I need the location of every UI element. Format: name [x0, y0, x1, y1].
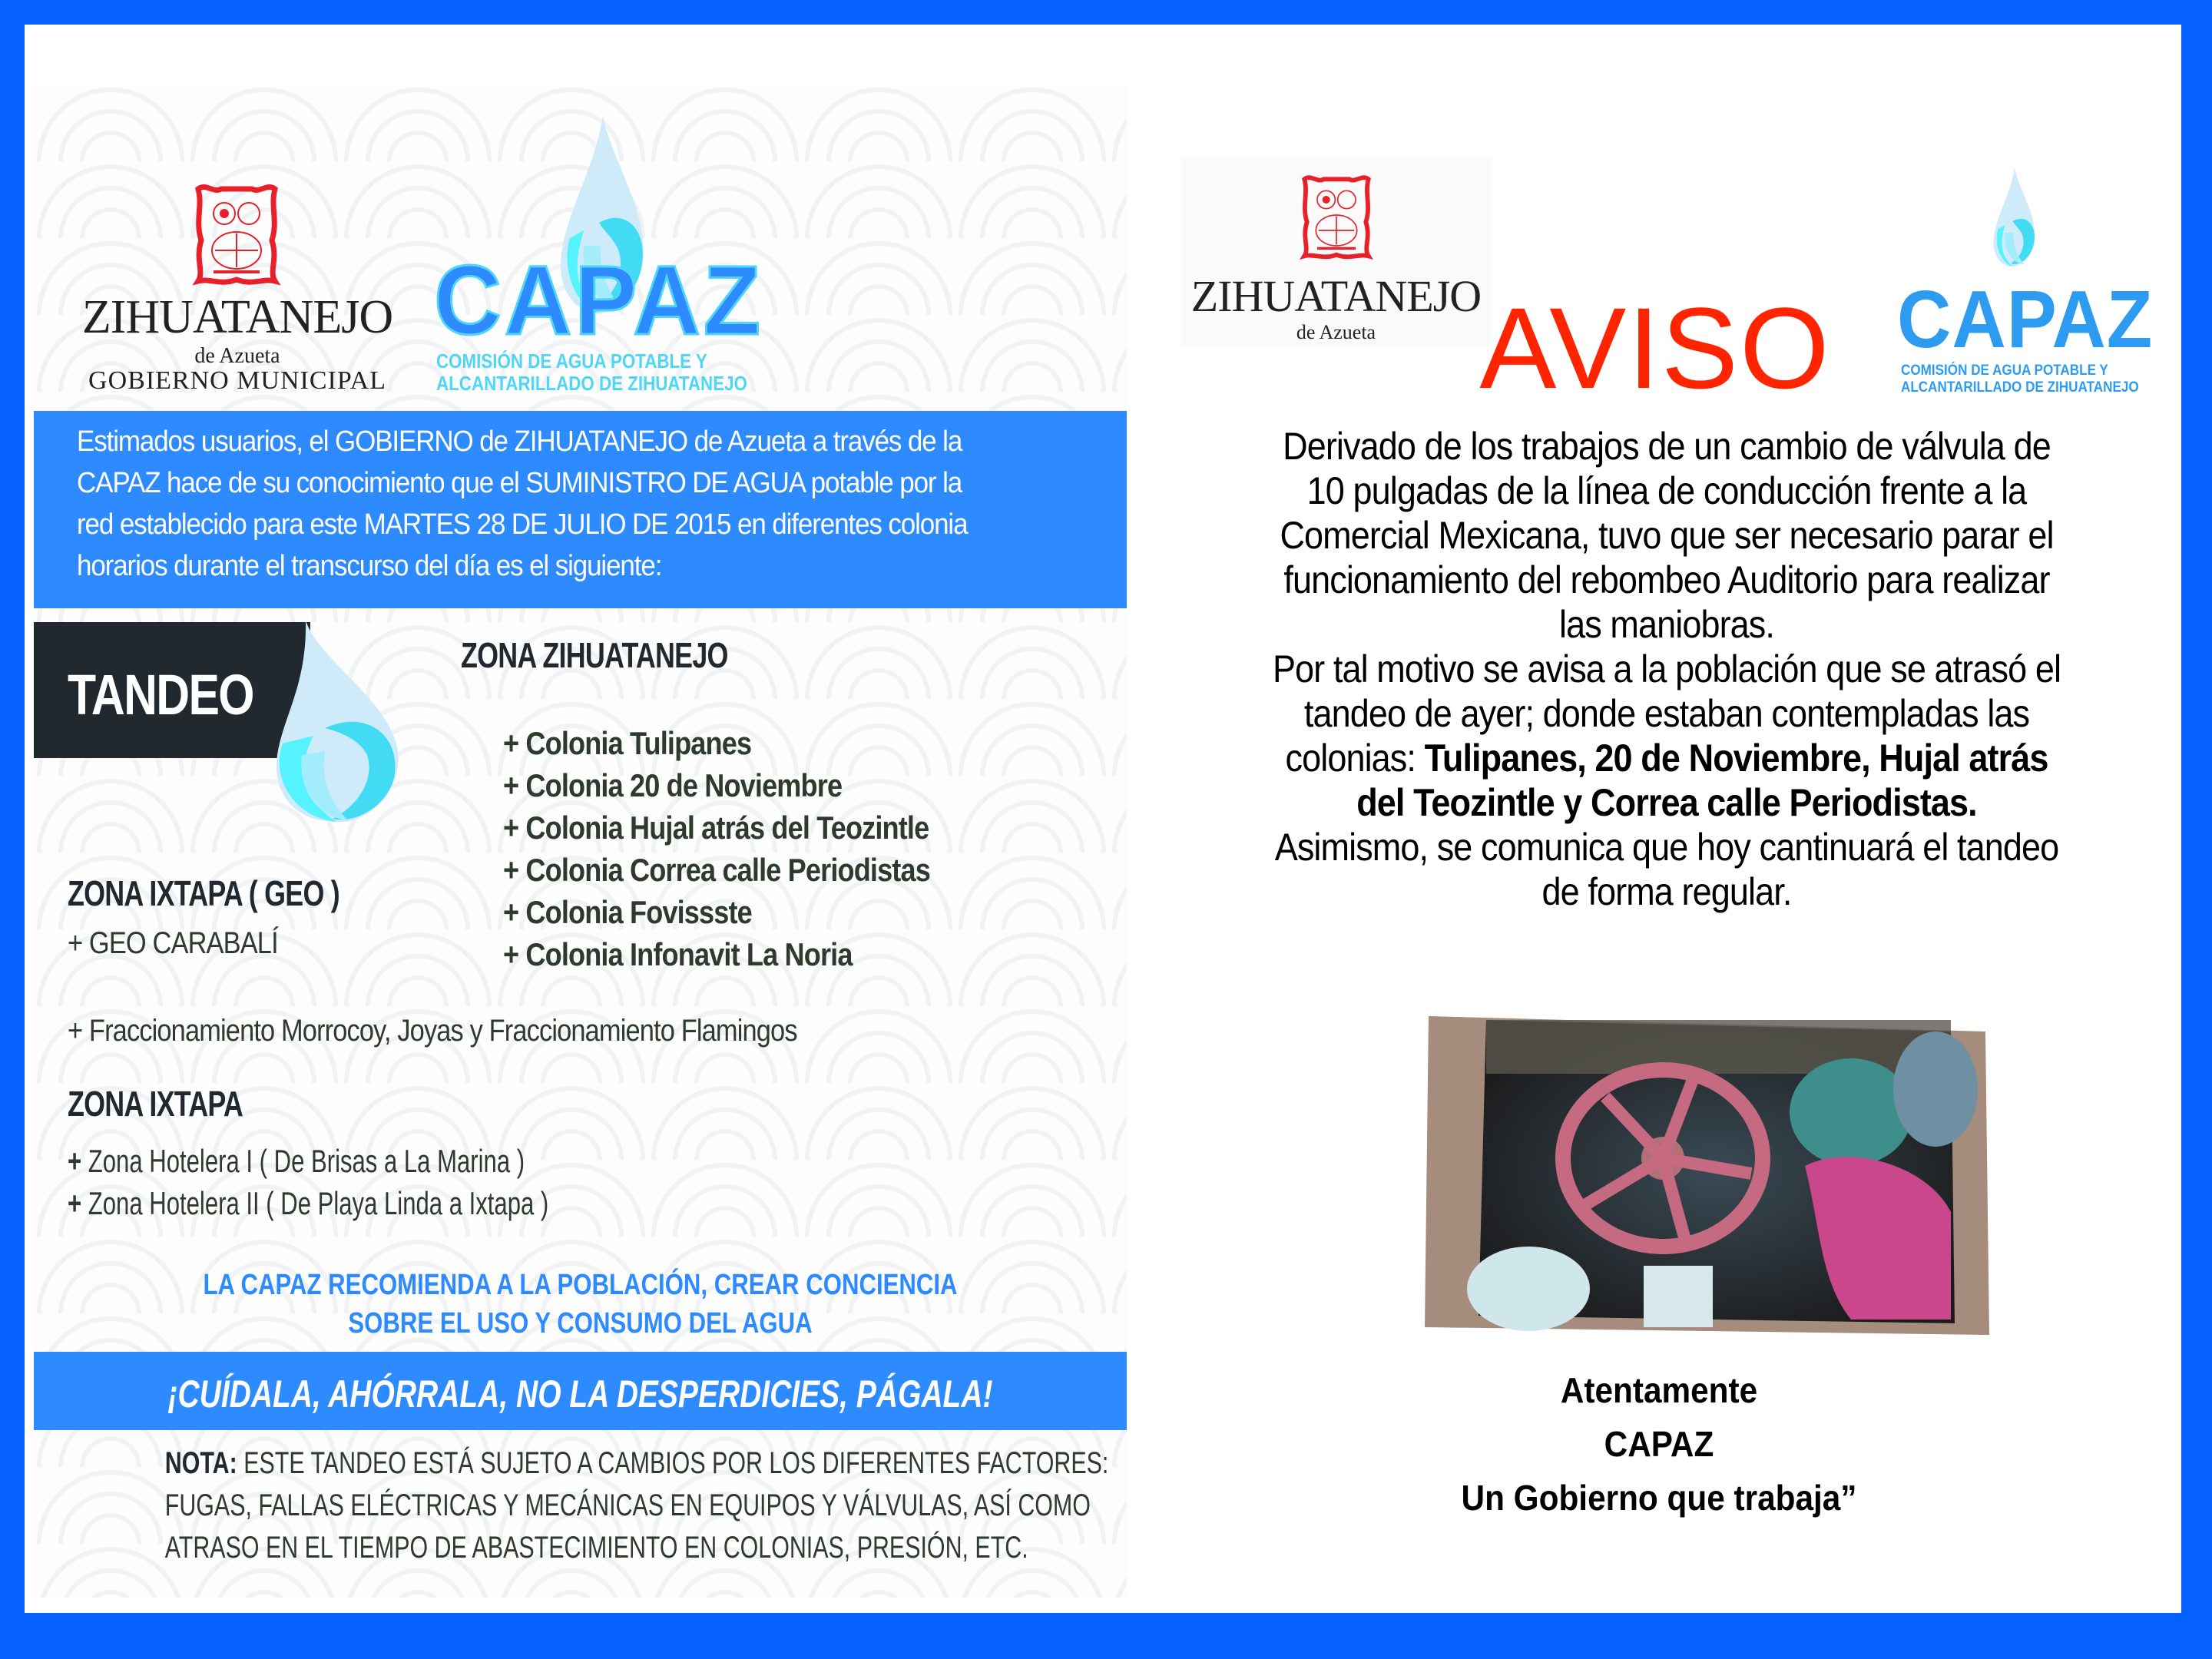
list-item: + Colonia Tulipanes: [503, 725, 752, 761]
affected-colonias: del Teozintle y Correa calle Periodistas.: [1356, 781, 1977, 824]
affected-colonias: Tulipanes, 20 de Noviembre, Hujal atrás: [1424, 737, 2048, 780]
notice-body-line: las maniobras.: [1558, 603, 1775, 646]
municipal-logo-name: ZIHUATANEJO: [1190, 271, 1482, 321]
slogan-bar: [34, 1352, 1127, 1430]
intro-box: [34, 411, 1127, 608]
list-item: + Zona Hotelera II ( De Playa Linda a Ixtapa ): [68, 1185, 549, 1221]
valve-repair-photo: [1421, 1012, 1993, 1339]
capaz-logo-line1: COMISIÓN DE AGUA POTABLE Y: [436, 349, 707, 373]
coat-of-arms-icon: [1298, 173, 1375, 265]
zona-ixtapa-heading: ZONA IXTAPA: [68, 1084, 243, 1124]
tandeo-label: TANDEO: [68, 663, 253, 727]
municipal-logo-sub: de Azueta: [1296, 321, 1376, 343]
municipal-logo-sub: de Azueta: [194, 344, 280, 368]
notice-body-line: de forma regular.: [1541, 870, 1792, 913]
municipal-logo-gov: GOBIERNO MUNICIPAL: [88, 366, 386, 395]
notice-body-line: 10 pulgadas de la línea de conducción frente a la: [1306, 469, 2027, 512]
nota-line: NOTA: ESTE TANDEO ESTÁ SUJETO A CAMBIOS POR LOS DIFERENTES FACTORES:: [164, 1446, 1109, 1480]
notice-body-line: tandeo de ayer; donde estaban contempladas las: [1303, 692, 2030, 735]
water-drop-icon: [1982, 167, 2048, 267]
list-item: + GEO CARABALÍ: [68, 926, 278, 960]
notice-body-line: funcionamiento del rebombeo Auditorio para realizar: [1283, 558, 2050, 601]
signature-line: Un Gobierno que trabaja”: [1461, 1478, 1857, 1518]
capaz-logo-line2: ALCANTARILLADO DE ZIHUATANEJO: [436, 372, 747, 395]
capaz-logo-name: CAPAZ: [1897, 274, 2154, 365]
fraccionamiento-item: + Fraccionamiento Morrocoy, Joyas y Fraccionamiento Flamingos: [68, 1014, 797, 1048]
capaz-logo-name: CAPAZ: [434, 246, 763, 356]
intro-line: Estimados usuarios, el GOBIERNO de ZIHUATANEJO de Azueta a través de la: [77, 426, 962, 458]
list-item: + Colonia Correa calle Periodistas: [503, 852, 930, 888]
intro-line: horarios durante el transcurso del día es el siguiente:: [77, 550, 662, 582]
list-item: + Colonia Infonavit La Noria: [503, 936, 853, 972]
nota-line: ATRASO EN EL TIEMPO DE ABASTECIMIENTO EN COLONIAS, PRESIÓN, ETC.: [164, 1531, 1028, 1565]
intro-line: red establecido para este MARTES 28 DE JULIO DE 2015 en diferentes colonia: [77, 508, 968, 541]
list-item: + Colonia 20 de Noviembre: [503, 767, 843, 803]
signature-line: Atentamente: [1560, 1370, 1758, 1410]
list-item: + Colonia Fovissste: [503, 894, 752, 930]
notice-body-line: Asimismo, se comunica que hoy cantinuará el tandeo: [1274, 826, 2059, 869]
coat-of-arms-icon: [190, 183, 283, 290]
recommendation-line: SOBRE EL USO Y CONSUMO DEL AGUA: [348, 1307, 813, 1339]
notice-body-line: Comercial Mexicana, tuvo que ser necesario parar el: [1280, 514, 2054, 557]
slogan: ¡CUÍDALA, AHÓRRALA, NO LA DESPERDICIES, PÁGALA!: [167, 1373, 993, 1416]
signature-line: CAPAZ: [1604, 1424, 1714, 1464]
aviso-title: AVISO: [1479, 283, 1831, 412]
recommendation-line: LA CAPAZ RECOMIENDA A LA POBLACIÓN, CREAR CONCIENCIA: [203, 1269, 958, 1301]
water-drop-icon: [260, 621, 413, 824]
nota-line: FUGAS, FALLAS ELÉCTRICAS Y MECÁNICAS EN EQUIPOS Y VÁLVULAS, ASÍ COMO: [164, 1488, 1091, 1522]
capaz-logo-line1: COMISIÓN DE AGUA POTABLE Y: [1901, 363, 2108, 379]
zona-zihuatanejo-heading: ZONA ZIHUATANEJO: [461, 635, 728, 675]
nota-label: NOTA:: [164, 1446, 237, 1480]
plus-icon: +: [68, 1185, 82, 1221]
intro-line: CAPAZ hace de su conocimiento que el SUMINISTRO DE AGUA potable por la: [77, 467, 962, 499]
notice-body-line: colonias: Tulipanes, 20 de Noviembre, Hujal atrás: [1285, 737, 2048, 780]
notice-body-line: Derivado de los trabajos de un cambio de válvula de: [1283, 425, 2051, 468]
municipal-logo-name: ZIHUATANEJO: [81, 291, 393, 343]
capaz-logo-line2: ALCANTARILLADO DE ZIHUATANEJO: [1901, 379, 2139, 396]
list-item: + Colonia Hujal atrás del Teozintle: [503, 810, 929, 846]
plus-icon: +: [68, 1143, 82, 1179]
list-item: + Zona Hotelera I ( De Brisas a La Marina ): [68, 1143, 525, 1179]
zona-ixtapa-geo-heading: ZONA IXTAPA ( GEO ): [68, 873, 339, 913]
notice-body-line: Por tal motivo se avisa a la población que se atrasó el: [1272, 647, 2061, 690]
